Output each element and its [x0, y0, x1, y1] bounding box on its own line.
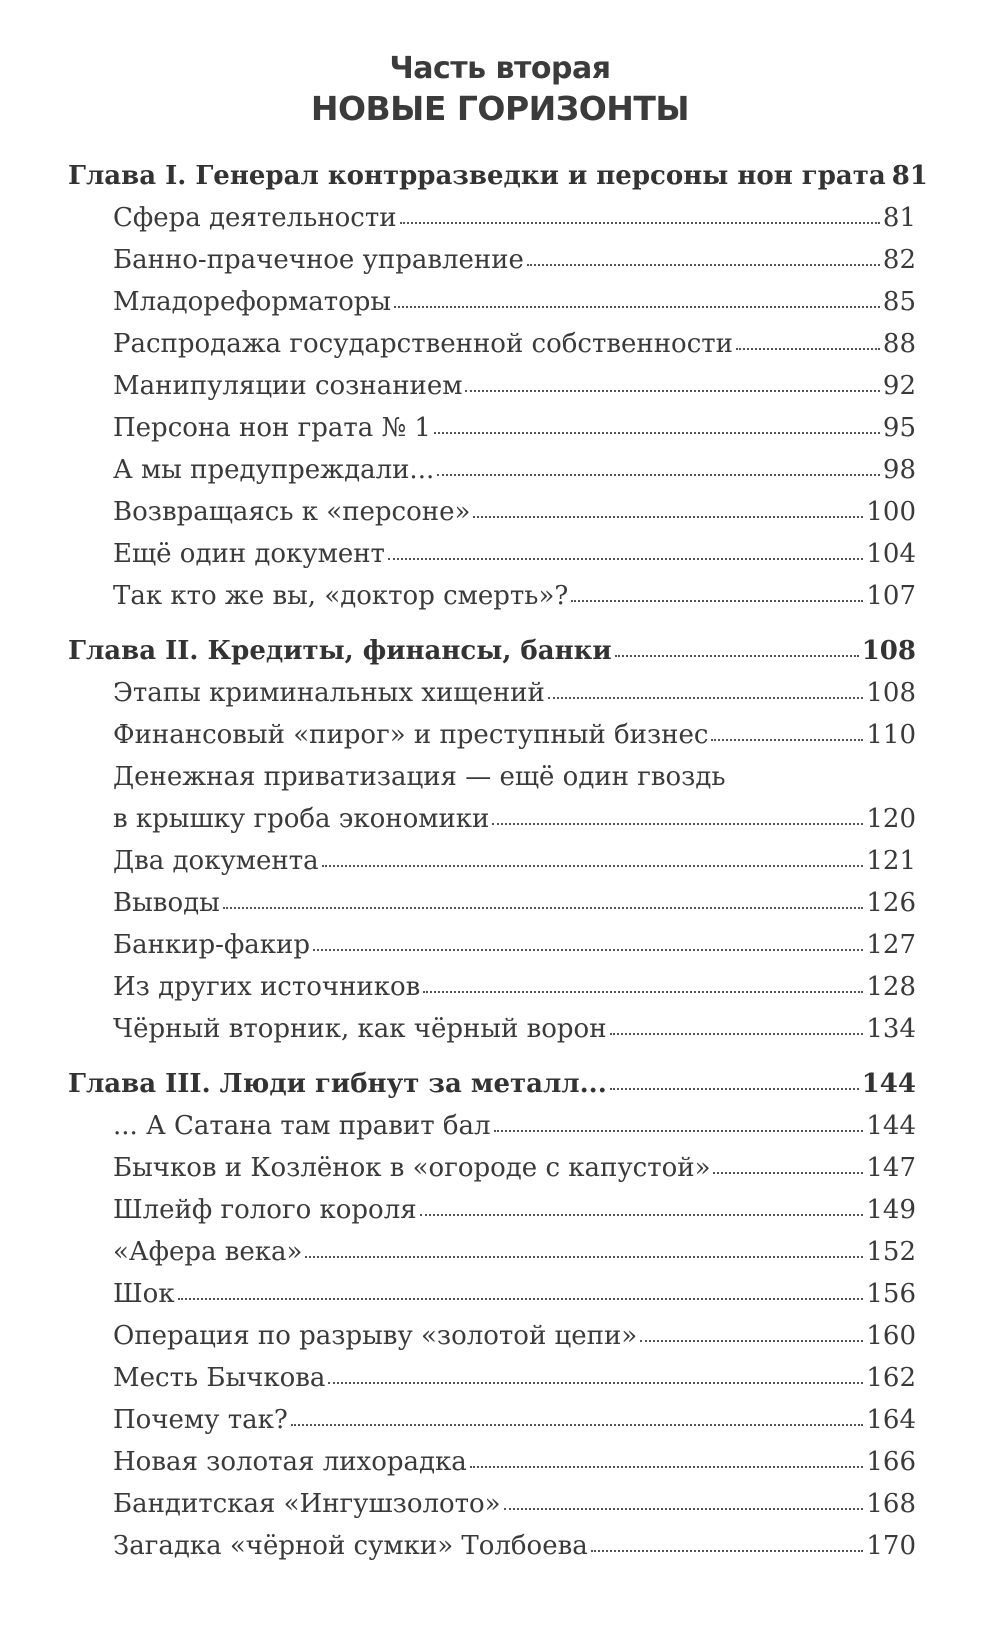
page-number: 160 — [866, 1321, 916, 1351]
entry-title: Два документа — [113, 846, 319, 876]
dot-leader — [178, 1296, 864, 1300]
entry-title: Финансовый «пирог» и преступный бизнес — [113, 720, 709, 750]
entry-title-line1: Денежная приватизация — ещё один гвоздь — [113, 762, 726, 792]
entry-title: Манипуляции сознанием — [113, 371, 463, 401]
page-number: 85 — [882, 287, 916, 317]
entry-title: Месть Бычкова — [113, 1363, 326, 1393]
dot-leader — [473, 514, 863, 518]
entry-title: Из других источников — [113, 972, 421, 1002]
page-number: 107 — [866, 581, 916, 611]
page-number: 110 — [866, 720, 916, 750]
table-of-contents — [68, 155, 928, 1580]
part-title: НОВЫЕ ГОРИЗОНТЫ — [310, 88, 690, 128]
dot-leader — [434, 430, 880, 434]
entry-title: Возвращаясь к «персоне» — [113, 497, 471, 527]
entry-title: Шлейф голого короля — [113, 1195, 417, 1225]
dot-leader — [527, 262, 880, 266]
dot-leader — [291, 1422, 864, 1426]
dot-leader — [610, 1031, 864, 1035]
page-number: 149 — [866, 1195, 916, 1225]
dot-leader — [736, 346, 880, 350]
chapter-title: Глава III. Люди гибнут за металл... — [68, 1069, 607, 1099]
toc-entry[interactable] — [68, 239, 916, 281]
toc-entry[interactable] — [68, 714, 916, 756]
entry-title: Ещё один документ — [113, 539, 385, 569]
dot-leader — [437, 472, 880, 476]
page-number: 170 — [866, 1531, 916, 1561]
part-header — [0, 0, 1000, 129]
page-number: 108 — [861, 636, 916, 666]
entry-title: Шок — [113, 1279, 175, 1309]
dot-leader — [388, 556, 863, 560]
dot-leader — [313, 947, 863, 951]
chapter-3 — [68, 1063, 916, 1567]
page-number: 104 — [866, 539, 916, 569]
page-number: 144 — [861, 1069, 916, 1099]
page-number: 134 — [866, 1014, 916, 1044]
toc-entry[interactable] — [68, 1231, 916, 1273]
dot-leader — [571, 598, 863, 602]
entry-title: Этапы криминальных хищений — [113, 678, 545, 708]
toc-entry[interactable] — [68, 323, 916, 365]
entry-title: ... А Сатана там правит бал — [113, 1111, 491, 1141]
toc-entry[interactable] — [68, 840, 916, 882]
toc-entry[interactable] — [68, 1525, 916, 1567]
toc-entry-continuation — [68, 798, 916, 840]
entry-title: Персона нон грата № 1 — [113, 413, 431, 443]
dot-leader — [322, 863, 864, 867]
toc-entry[interactable] — [68, 966, 916, 1008]
page-number: 92 — [882, 371, 916, 401]
dot-leader — [400, 220, 880, 224]
page-number: 156 — [866, 1279, 916, 1309]
entry-title: Сфера деятельности — [113, 203, 397, 233]
toc-entry[interactable] — [68, 1399, 916, 1441]
dot-leader — [423, 989, 863, 993]
dot-leader — [640, 1338, 863, 1342]
page-number: 120 — [866, 804, 916, 834]
toc-entry[interactable] — [68, 1315, 916, 1357]
toc-entry[interactable] — [68, 1483, 916, 1525]
toc-entry[interactable] — [68, 1189, 916, 1231]
entry-title: Младореформаторы — [113, 287, 392, 317]
page-number: 121 — [866, 846, 916, 876]
page-number: 166 — [866, 1447, 916, 1477]
page-number: 98 — [882, 455, 916, 485]
chapter-title: Глава I. Генерал контрразведки и персоны нон грата — [68, 161, 886, 191]
page-number: 82 — [882, 245, 916, 275]
toc-entry[interactable] — [68, 924, 916, 966]
entry-title: Почему так? — [113, 1405, 288, 1435]
dot-leader — [494, 1128, 864, 1132]
entry-title: Новая золотая лихорадка — [113, 1447, 467, 1477]
dot-leader — [548, 695, 864, 699]
page-number: 81 — [891, 161, 928, 191]
toc-entry[interactable] — [68, 882, 916, 924]
entry-title: А мы предупреждали... — [113, 455, 435, 485]
page-number: 88 — [882, 329, 916, 359]
entry-title: Бычков и Козлёнок в «огороде с капустой» — [113, 1153, 711, 1183]
dot-leader — [305, 1254, 863, 1258]
dot-leader — [711, 737, 863, 741]
chapter-heading[interactable] — [68, 630, 916, 672]
page-number: 147 — [866, 1153, 916, 1183]
part-label: Часть вторая — [389, 51, 611, 86]
dot-leader — [492, 821, 863, 825]
toc-entry[interactable] — [68, 672, 916, 714]
page-number: 164 — [866, 1405, 916, 1435]
entry-title: Операция по разрыву «золотой цепи» — [113, 1321, 638, 1351]
chapter-heading[interactable] — [68, 1063, 916, 1105]
toc-entry[interactable] — [68, 1357, 916, 1399]
dot-leader — [223, 905, 864, 909]
toc-entry[interactable] — [68, 575, 916, 617]
toc-entry[interactable] — [68, 1147, 916, 1189]
entry-title: «Афера века» — [113, 1237, 303, 1267]
page-number: 152 — [866, 1237, 916, 1267]
toc-entry[interactable] — [68, 1273, 916, 1315]
entry-title: Чёрный вторник, как чёрный ворон — [113, 1014, 607, 1044]
toc-entry[interactable] — [68, 533, 916, 575]
toc-entry[interactable] — [68, 1441, 916, 1483]
dot-leader — [328, 1380, 863, 1384]
page-number: 81 — [882, 203, 916, 233]
toc-entry[interactable] — [68, 449, 916, 491]
dot-leader — [591, 1548, 864, 1552]
entry-title: Банно-прачечное управление — [113, 245, 524, 275]
entry-title: Выводы — [113, 888, 220, 918]
chapter-heading[interactable] — [68, 155, 928, 197]
dot-leader — [713, 1170, 863, 1174]
toc-entry[interactable] — [68, 365, 916, 407]
entry-title: Бандитская «Ингушзолото» — [113, 1489, 501, 1519]
page-number: 126 — [866, 888, 916, 918]
page-number: 144 — [866, 1111, 916, 1141]
chapter-title: Глава II. Кредиты, финансы, банки — [68, 636, 612, 666]
dot-leader — [470, 1464, 864, 1468]
dot-leader — [394, 304, 880, 308]
chapter-1 — [68, 155, 928, 617]
toc-entry-multiline[interactable] — [68, 756, 916, 840]
dot-leader — [610, 1086, 859, 1090]
toc-entry[interactable] — [68, 197, 916, 239]
toc-entry[interactable] — [68, 1105, 916, 1147]
dot-leader — [504, 1506, 864, 1510]
toc-entry[interactable] — [68, 407, 916, 449]
toc-entry[interactable] — [68, 491, 916, 533]
dot-leader — [420, 1212, 864, 1216]
page-number: 128 — [866, 972, 916, 1002]
dot-leader — [615, 653, 859, 657]
page-number: 168 — [866, 1489, 916, 1519]
page-number: 162 — [866, 1363, 916, 1393]
page-number: 108 — [866, 678, 916, 708]
entry-title: Так кто же вы, «доктор смерть»? — [113, 581, 569, 611]
toc-entry[interactable] — [68, 1008, 916, 1050]
entry-title: Банкир-факир — [113, 930, 311, 960]
page-number: 127 — [866, 930, 916, 960]
dot-leader — [465, 388, 879, 392]
page-number: 95 — [882, 413, 916, 443]
toc-entry[interactable] — [68, 281, 916, 323]
page-number: 100 — [866, 497, 916, 527]
chapter-2 — [68, 630, 916, 1050]
entry-title-line2: в крышку гроба экономики — [113, 804, 490, 834]
entry-title: Загадка «чёрной сумки» Толбоева — [113, 1531, 588, 1561]
entry-title: Распродажа государственной собственности — [113, 329, 733, 359]
